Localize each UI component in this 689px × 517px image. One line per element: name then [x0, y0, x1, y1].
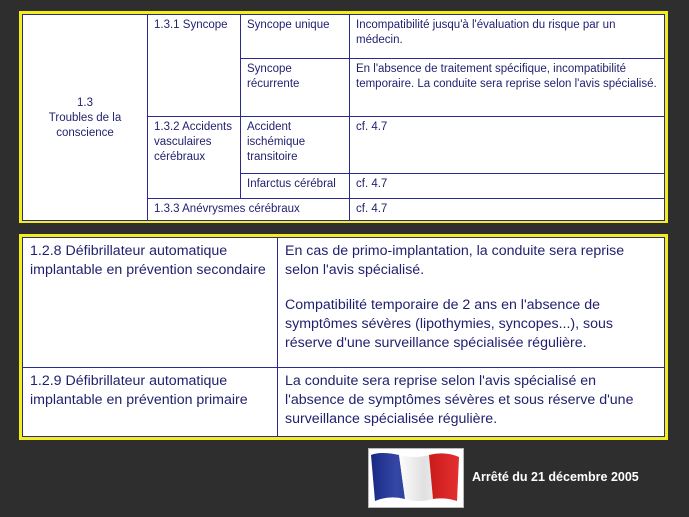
recommendation-cell: En l'absence de traitement spécifique, incompatibilité temporaire. La conduite sera reprise selon l'avis spécialisé. [350, 59, 665, 117]
condition-cell: Syncope récurrente [241, 59, 350, 117]
defibrillator-table-panel [19, 234, 668, 440]
syncope-table-panel [19, 11, 668, 223]
recommendation-paragraph: Compatibilité temporaire de 2 ans en l'absence de symptômes sévères (lipothymies, syncopes...), sous réserve d'une surveillance spécialisée régulière. [285, 297, 614, 351]
table-row [23, 238, 665, 368]
condition-cell: Infarctus cérébral [241, 174, 350, 199]
recommendation-cell [278, 238, 665, 368]
recommendation-cell: Incompatibilité jusqu'à l'évaluation du risque par un médecin. [350, 15, 665, 59]
defibrillator-table [22, 237, 665, 437]
decree-caption: Arrêté du 21 décembre 2005 [472, 470, 639, 484]
recommendation-cell: cf. 4.7 [350, 174, 665, 199]
device-cell: 1.2.9 Défibrillateur automatique implantable en prévention primaire [23, 368, 278, 437]
french-flag-icon [368, 448, 464, 508]
consciousness-disorders-table [22, 14, 665, 221]
section-cell [23, 15, 148, 221]
recommendation-cell: cf. 4.7 [350, 117, 665, 174]
recommendation-cell: La conduite sera reprise selon l'avis spécialisé en l'absence de symptômes sévères et sous réserve d'une surveillance spécialisée régulière. [278, 368, 665, 437]
section-number: 1.3 [77, 96, 93, 109]
subsection-cell: 1.3.3 Anévrysmes cérébraux [148, 199, 350, 221]
condition-cell: Accident ischémique transitoire [241, 117, 350, 174]
subsection-cell: 1.3.2 Accidents vasculaires cérébraux [148, 117, 241, 199]
table-row [23, 15, 665, 59]
table-row [23, 368, 665, 437]
condition-cell: Syncope unique [241, 15, 350, 59]
recommendation-cell: cf. 4.7 [350, 199, 665, 221]
device-cell: 1.2.8 Défibrillateur automatique implantable en prévention secondaire [23, 238, 278, 368]
section-title: Troubles de la conscience [48, 111, 122, 139]
flag-graphic [369, 449, 463, 507]
subsection-cell: 1.3.1 Syncope [148, 15, 241, 117]
recommendation-paragraph: En cas de primo-implantation, la conduite sera reprise selon l'avis spécialisé. [285, 243, 625, 278]
